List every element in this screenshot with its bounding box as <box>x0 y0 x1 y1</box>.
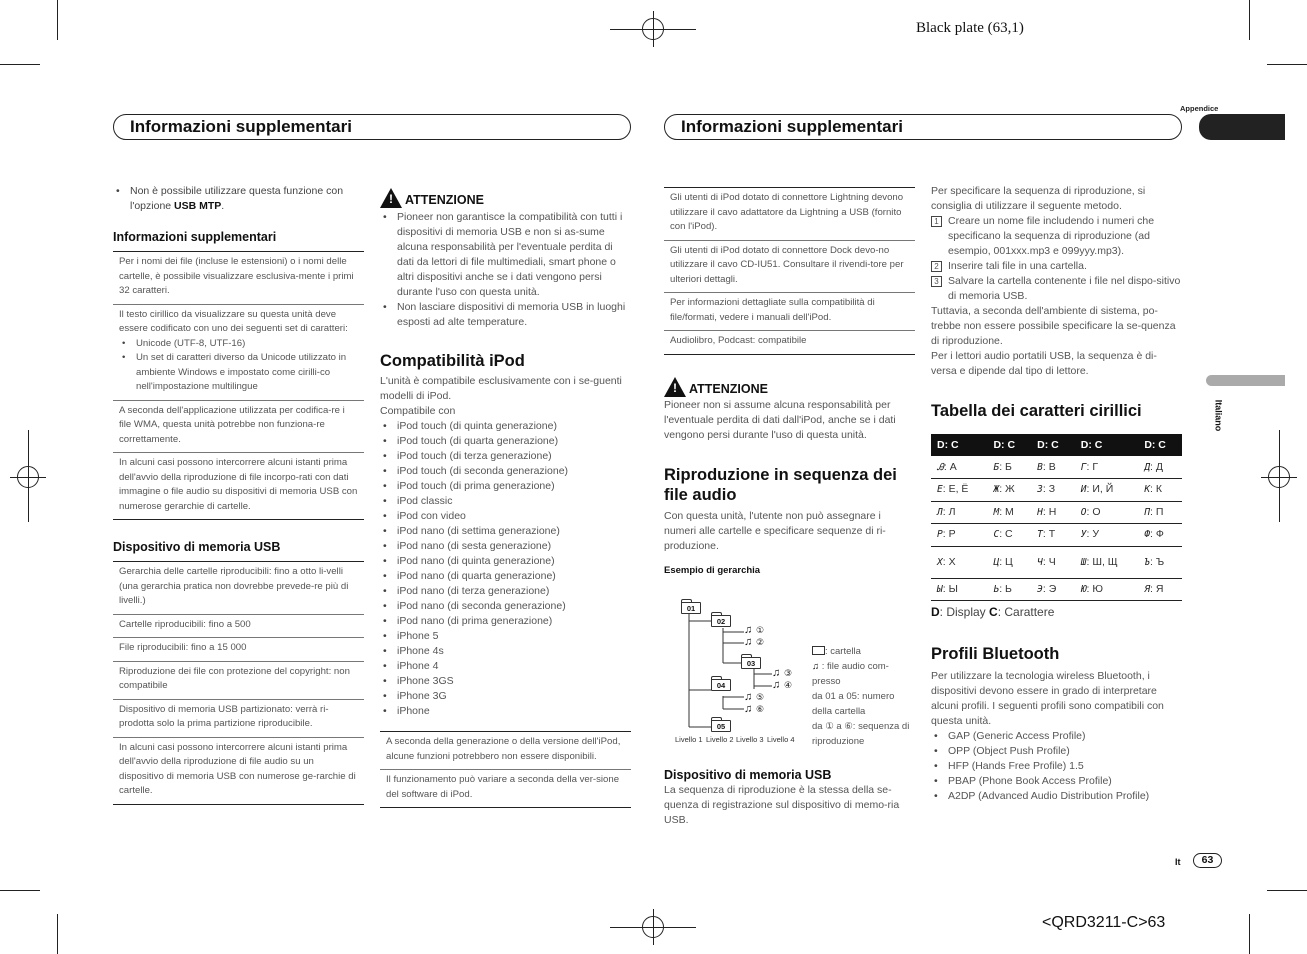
table-cell: Х: Х <box>931 546 987 578</box>
note: Gli utenti di iPod dotato di connettore Dock devo-no utilizzare il cavo CD-IU51. Consultare il rivendi-tore per ulteriori dettagli. <box>664 240 915 293</box>
table-cell: Ю: Ю <box>1075 578 1139 601</box>
heading-bluetooth: Profili Bluetooth <box>931 645 1060 663</box>
note-box-usb <box>113 561 364 805</box>
crop-mark <box>610 29 696 30</box>
table-cell: Ж: Ж <box>987 479 1031 502</box>
section-title-right: Informazioni supplementari <box>664 114 1182 140</box>
display-glyph: И <box>1080 484 1087 496</box>
table-cell: У: У <box>1075 524 1139 547</box>
note: Il funzionamento può variare a seconda della ver-sione del software di iPod. <box>380 769 631 807</box>
display-glyph: З <box>1037 484 1043 496</box>
display-glyph: Б <box>993 461 1000 473</box>
character-value: К <box>1155 483 1163 496</box>
list-item: • Non lasciare dispositivi di memoria USB in luoghi esposti ad alte temperature. <box>380 300 631 330</box>
list-item: • iPhone 5 <box>380 629 631 644</box>
character-value: Б <box>1005 460 1012 473</box>
heading-info: Informazioni supplementari <box>113 230 277 244</box>
appendix-label: Appendice <box>1180 104 1219 113</box>
table-cell: И: И, Й <box>1075 479 1139 502</box>
display-glyph: Ф <box>1144 529 1151 541</box>
folder-icon: 02 <box>711 615 731 627</box>
list-item: • HFP (Hands Free Profile) 1.5 <box>931 759 1182 774</box>
table-cell: Ц: Ц <box>987 546 1031 578</box>
level-label: Livello 4 <box>767 735 795 744</box>
table-header-row <box>931 434 1182 456</box>
note: File riproducibili: fino a 15 000 <box>113 637 364 661</box>
table-row <box>931 546 1182 578</box>
table-cell: Ε: Е, Ё <box>931 479 987 502</box>
list-item: • iPod nano (di sesta generazione) <box>380 539 631 554</box>
table-cell: Ъ: Ъ <box>1138 546 1182 578</box>
ipod-intro: L'unità è compatibile esclusivamente con i se-guenti modelli di iPod. <box>380 375 622 402</box>
crop-mark <box>0 890 40 891</box>
display-glyph: Х <box>937 556 943 568</box>
table-cell: Ꭿ: А <box>931 456 987 479</box>
sequence-intro: Per specificare la sequenza di riproduzione, si consiglia di utilizzare il seguente metodo. <box>931 185 1146 212</box>
display-glyph: Ю <box>1080 583 1087 595</box>
plate-label: Black plate (63,1) <box>916 20 1024 36</box>
column-4 <box>931 184 1182 804</box>
list-item: • iPod nano (di seconda generazione) <box>380 599 631 614</box>
sequence-text: Con questa unità, l'utente non può assegnare i numeri alle cartelle e specificare sequenze di ri-produzione. <box>664 509 886 552</box>
level-label: Livello 3 <box>736 735 764 744</box>
display-glyph: В <box>1037 461 1043 473</box>
table-cell: Р: Р <box>931 524 987 547</box>
warning-icon: ! <box>380 188 402 208</box>
note: Gli utenti di iPod dotato di connettore Lightning devono utilizzare il cavo adattatore da Lightning a USB (fornito con l'iPod). <box>664 187 915 240</box>
display-glyph: Ч <box>1037 556 1043 568</box>
language-tab-label: Italiano <box>1213 399 1224 432</box>
list-item: • iPhone <box>380 704 631 719</box>
display-glyph: Э <box>1037 583 1043 595</box>
display-glyph: Ъ <box>1144 556 1151 568</box>
character-value: И, Й <box>1092 483 1114 496</box>
list-item: • iPhone 3GS <box>380 674 631 689</box>
display-glyph: Ы <box>937 583 943 595</box>
sequence-number: ③ <box>784 668 793 678</box>
list-item: • iPod classic <box>380 494 631 509</box>
display-glyph: П <box>1144 506 1151 518</box>
note-box-ipod <box>380 731 631 808</box>
crop-mark <box>1249 0 1250 40</box>
list-item: • PBAP (Phone Book Access Profile) <box>931 774 1182 789</box>
table-cell: Н: Н <box>1031 501 1075 524</box>
cyrillic-table <box>931 434 1182 601</box>
step-number: 1 <box>931 216 942 227</box>
display-glyph: Ꭿ <box>937 461 944 473</box>
table-row <box>931 479 1182 502</box>
audio-file-icon: ♫ <box>772 667 781 679</box>
list-item: • iPod nano (di quinta generazione) <box>380 554 631 569</box>
audio-file-icon: ♫ <box>744 703 753 715</box>
step-item: 3 Salvare la cartella contenente i file nel dispo-sitivo di memoria USB. <box>931 274 1182 304</box>
list-item: • GAP (Generic Access Profile) <box>931 729 1182 744</box>
character-value: Л <box>948 505 956 518</box>
table-cell: П: П <box>1138 501 1182 524</box>
table-cell: В: В <box>1031 456 1075 479</box>
display-glyph: Я <box>1144 583 1151 595</box>
sequence-number: ② <box>756 637 765 647</box>
character-value: З <box>1048 483 1056 496</box>
audio-file-icon: ♫ <box>744 691 753 703</box>
folder-icon: 01 <box>681 602 701 614</box>
list-item: • iPod nano (di quarta generazione) <box>380 569 631 584</box>
character-value: Х <box>948 555 956 568</box>
table-cell: М: М <box>987 501 1031 524</box>
note: A seconda dell'applicazione utilizzata per codifica-re i file WMA, questa unità potrebbe non funziona-re correttamente. <box>113 400 364 453</box>
warning-heading: ! ATTENZIONE <box>380 188 631 209</box>
env-paragraph: Tuttavia, a seconda dell'ambiente di sistema, po-trebbe non essere possibile specificare la se-quenza di riproduzione. <box>931 305 1176 347</box>
list-item: • iPhone 4 <box>380 659 631 674</box>
list-item: • iPod touch (di terza generazione) <box>380 449 631 464</box>
list-item: • iPod nano (di prima generazione) <box>380 614 631 629</box>
character-value: В <box>1048 460 1056 473</box>
crop-mark <box>1267 890 1307 891</box>
cyrillic-legend: D: Display C: Carattere <box>931 605 1055 619</box>
display-glyph: Ε <box>937 484 943 496</box>
folder-icon: 04 <box>711 679 731 691</box>
list-item: • Unicode (UTF-8, UTF-16) <box>119 337 358 352</box>
note: Per informazioni dettagliate sulla compatibilità di file/formati, vedere i manuali dell'iPod. <box>664 292 915 330</box>
list-item: • iPod touch (di quarta generazione) <box>380 434 631 449</box>
step-item: 1 Creare un nome file includendo i numeri che specificano la sequenza di riproduzione (ad esempio, 001xxx.mp3 e 099yyy.mp3). <box>931 214 1182 259</box>
character-value: М <box>1005 505 1014 518</box>
note: A seconda della generazione o della versione dell'iPod, alcune funzioni potrebbero non essere disponibili. <box>380 731 631 769</box>
list-item: • iPod touch (di seconda generazione) <box>380 464 631 479</box>
column-1 <box>113 184 364 805</box>
display-glyph: Д <box>1144 461 1151 473</box>
column-3-bottom <box>664 767 915 828</box>
display-glyph: М <box>993 506 1000 518</box>
column-header: D: C <box>1075 434 1139 456</box>
character-value: Ш, Щ <box>1092 555 1118 568</box>
heading-ipod: Compatibilità iPod <box>380 352 525 370</box>
display-glyph: Ш <box>1080 556 1087 568</box>
table-cell: Ч: Ч <box>1031 546 1075 578</box>
level-label: Livello 2 <box>706 735 734 744</box>
list-item: • iPhone 4s <box>380 644 631 659</box>
table-cell: Э: Э <box>1031 578 1075 601</box>
sequence-number: ⑤ <box>756 692 765 702</box>
heading-usb-right: Dispositivo di memoria USB <box>664 768 832 782</box>
column-header: D: C <box>987 434 1031 456</box>
display-glyph: Ь <box>993 583 1000 595</box>
note: In alcuni casi possono intercorrere alcuni istanti prima dell'avvio della riproduzione di file audio su un dispositivo di memoria USB con numerose ge-rarchie di cartelle. <box>113 737 364 804</box>
character-value: Ы <box>948 582 958 595</box>
display-glyph: Н <box>1037 506 1043 518</box>
crop-mark <box>1267 64 1307 65</box>
list-item: • Pioneer non garantisce la compatibilità con tutti i dispositivi di memoria USB e non si as-sume alcuna responsabilità per l'eventuale perdita di dati da lettori di file multimediali, smart phone o altri dispositivi anche se i dati vengono persi durante l'uso con questa unità. <box>380 210 631 300</box>
list-item: • iPhone 3G <box>380 689 631 704</box>
crop-mark <box>57 914 58 954</box>
display-glyph: Т <box>1037 529 1043 541</box>
legend-range: da 01 a 05: numero della cartella <box>812 691 895 717</box>
warning-icon: ! <box>664 377 686 397</box>
note: Riproduzione dei file con protezione del copyright: non compatibile <box>113 661 364 699</box>
folder-icon: 03 <box>741 657 761 669</box>
hierarchy-diagram <box>664 596 914 746</box>
display-glyph: Ц <box>993 556 1000 568</box>
display-glyph: К <box>1144 484 1151 496</box>
character-value: Ь <box>1005 582 1012 595</box>
language-tab <box>1206 375 1285 386</box>
diagram-title: Esempio di gerarchia <box>664 564 761 576</box>
display-glyph: Ж <box>993 484 1000 496</box>
list-item: • Un set di caratteri diverso da Unicode utilizzato in ambiente Windows e impostato come cirilli-co nell'impostazione multilingue <box>119 351 358 395</box>
warning-text: Pioneer non si assume alcuna responsabilità per l'eventuale perdita di dati dall'iPod, anche se i dati vengono persi durante l'uso di questa unità. <box>664 398 896 441</box>
document-code: <QRD3211-C>63 <box>1042 914 1166 931</box>
display-glyph: Л <box>937 506 943 518</box>
character-value: Н <box>1048 505 1057 518</box>
folder-icon: 05 <box>711 720 731 732</box>
warning-heading: ! ATTENZIONE <box>664 377 915 398</box>
list-item: • iPod nano (di terza generazione) <box>380 584 631 599</box>
table-cell: Л: Л <box>931 501 987 524</box>
table-row <box>931 524 1182 547</box>
crop-mark <box>610 927 696 928</box>
column-3 <box>664 187 915 578</box>
note: Per i nomi dei file (incluse le estensioni) o i nomi delle cartelle, è possibile visualizzare esclusiva-mente i primi 32 caratteri. <box>113 251 364 304</box>
table-row <box>931 578 1182 601</box>
note: Il testo cirillico da visualizzare su questa unità deve essere codificato con uno dei seguenti set di caratteri: • Unicode (UTF-8, UTF-16) • Un set di caratteri diverso da Unicode utilizzato in ambiente Windows e impostato come cirilli-co nell'impostazione multilingue <box>113 304 364 400</box>
usb-mtp-label: USB MTP <box>174 200 222 212</box>
list-item: • A2DP (Advanced Audio Distribution Profile) <box>931 789 1182 804</box>
heading-cyrillic: Tabella dei caratteri cirillici <box>931 402 1142 420</box>
note: Dispositivo di memoria USB partizionato: verrà ri-prodotta solo la prima partizione riproducibile. <box>113 699 364 737</box>
hierarchy-lines <box>664 596 814 731</box>
note-box-ipod-connectors <box>664 187 915 355</box>
table-cell: С: С <box>987 524 1031 547</box>
list-item: • iPod con video <box>380 509 631 524</box>
character-value: Т <box>1048 528 1056 541</box>
table-row <box>931 456 1182 479</box>
character-value: Г <box>1092 460 1099 473</box>
character-value: Ж <box>1005 483 1015 496</box>
sequence-number: ④ <box>784 680 793 690</box>
list-item: • iPod touch (di quinta generazione) <box>380 419 631 434</box>
bluetooth-text: Per utilizzare la tecnologia wireless Bluetooth, i dispositivi devono essere in grado di interpretare alcuni profili. I seguenti profili sono compatibili con questa unità. <box>931 670 1164 727</box>
character-value: У <box>1092 528 1100 541</box>
table-row <box>931 501 1182 524</box>
crop-mark <box>0 64 40 65</box>
portable-paragraph: Per i lettori audio portatili USB, la sequenza è di-versa e dipende dal tipo di lettore. <box>931 350 1157 377</box>
table-cell: Ь: Ь <box>987 578 1031 601</box>
character-value: П <box>1155 505 1164 518</box>
character-value: Ц <box>1005 555 1013 568</box>
character-value: Ъ <box>1155 555 1165 568</box>
folder-icon <box>812 646 825 655</box>
heading-usb: Dispositivo di memoria USB <box>113 540 281 554</box>
ipod-model-list <box>380 419 631 719</box>
audio-file-icon: ♫ <box>772 679 781 691</box>
column-header: D: C <box>1031 434 1075 456</box>
note: Cartelle riproducibili: fino a 500 <box>113 614 364 638</box>
list-item: • iPod touch (di prima generazione) <box>380 479 631 494</box>
character-value: А <box>949 460 957 473</box>
note: Gerarchia delle cartelle riproducibili: fino a otto li-velli (una gerarchia pratica non dovrebbe prevede-re più di livelli.) <box>113 561 364 614</box>
table-cell: Т: Т <box>1031 524 1075 547</box>
character-value: Я <box>1155 582 1164 595</box>
character-value: Р <box>948 528 956 541</box>
character-value: С <box>1005 528 1013 541</box>
crop-mark <box>28 430 29 522</box>
audio-file-icon: ♫ <box>744 636 753 648</box>
note: In alcuni casi possono intercorrere alcuni istanti prima dell'avvio della riproduzione di file incorpo-rati con dati immagine o file audio su dispositivi di memoria USB con numerose gerarchie di cartelle. <box>113 452 364 519</box>
legend-folder: : cartella <box>812 644 914 659</box>
list-item: • Non è possibile utilizzare questa funzione con l'opzione USB MTP. <box>113 184 364 214</box>
table-cell: Б: Б <box>987 456 1031 479</box>
step-number: 2 <box>931 261 942 272</box>
audio-file-icon: ♫ <box>812 661 820 672</box>
character-value: Д <box>1155 460 1164 473</box>
crop-mark <box>1249 914 1250 954</box>
character-value: Ч <box>1048 555 1056 568</box>
sequence-number: ① <box>756 625 765 635</box>
table-cell: З: З <box>1031 479 1075 502</box>
legend-file: ♫ : file audio com-presso <box>812 661 889 687</box>
display-glyph: Г <box>1080 461 1087 473</box>
character-value: Ф <box>1155 528 1164 541</box>
column-header: D: C <box>1138 434 1182 456</box>
character-value: Э <box>1048 582 1057 595</box>
character-value: О <box>1092 505 1101 518</box>
crop-mark <box>57 0 58 40</box>
table-cell: Я: Я <box>1138 578 1182 601</box>
list-item: • iPod nano (di settima generazione) <box>380 524 631 539</box>
level-label: Livello 1 <box>675 735 703 744</box>
sequence-number: ⑥ <box>756 704 765 714</box>
step-item: 2 Inserire tali file in una cartella. <box>931 259 1182 274</box>
diagram-legend <box>812 644 914 749</box>
character-value: Е, Ё <box>948 483 969 496</box>
step-number: 3 <box>931 276 942 287</box>
column-2 <box>380 188 631 808</box>
page-language: It <box>1175 857 1181 867</box>
note-box-info <box>113 251 364 520</box>
section-title-left: Informazioni supplementari <box>113 114 631 140</box>
display-glyph: О <box>1080 506 1087 518</box>
audio-file-icon: ♫ <box>744 624 753 636</box>
chapter-tab <box>1199 114 1285 140</box>
display-glyph: У <box>1080 529 1087 541</box>
table-cell: Д: Д <box>1138 456 1182 479</box>
table-cell: К: К <box>1138 479 1182 502</box>
table-cell: Г: Г <box>1075 456 1139 479</box>
display-glyph: С <box>993 529 1000 541</box>
table-cell: О: О <box>1075 501 1139 524</box>
table-cell: Ы: Ы <box>931 578 987 601</box>
display-glyph: Р <box>937 529 943 541</box>
usb-text: La sequenza di riproduzione è la stessa della se-quenza di registrazione sul dispositivo di memo-ria USB. <box>664 784 900 826</box>
note: Audiolibro, Podcast: compatibile <box>664 330 915 354</box>
page-number: 63 <box>1193 853 1222 868</box>
column-header: D: C <box>931 434 987 456</box>
table-cell: Ш: Ш, Щ <box>1075 546 1139 578</box>
legend-seq: da ① a ⑥: sequenza di riproduzione <box>812 721 910 747</box>
heading-sequence: Riproduzione in sequenza dei file audio <box>664 465 897 504</box>
table-cell: Ф: Ф <box>1138 524 1182 547</box>
ipod-compat-label: Compatibile con <box>380 405 456 417</box>
crop-mark <box>1279 430 1280 522</box>
character-value: Ю <box>1092 582 1103 595</box>
list-item: • OPP (Object Push Profile) <box>931 744 1182 759</box>
